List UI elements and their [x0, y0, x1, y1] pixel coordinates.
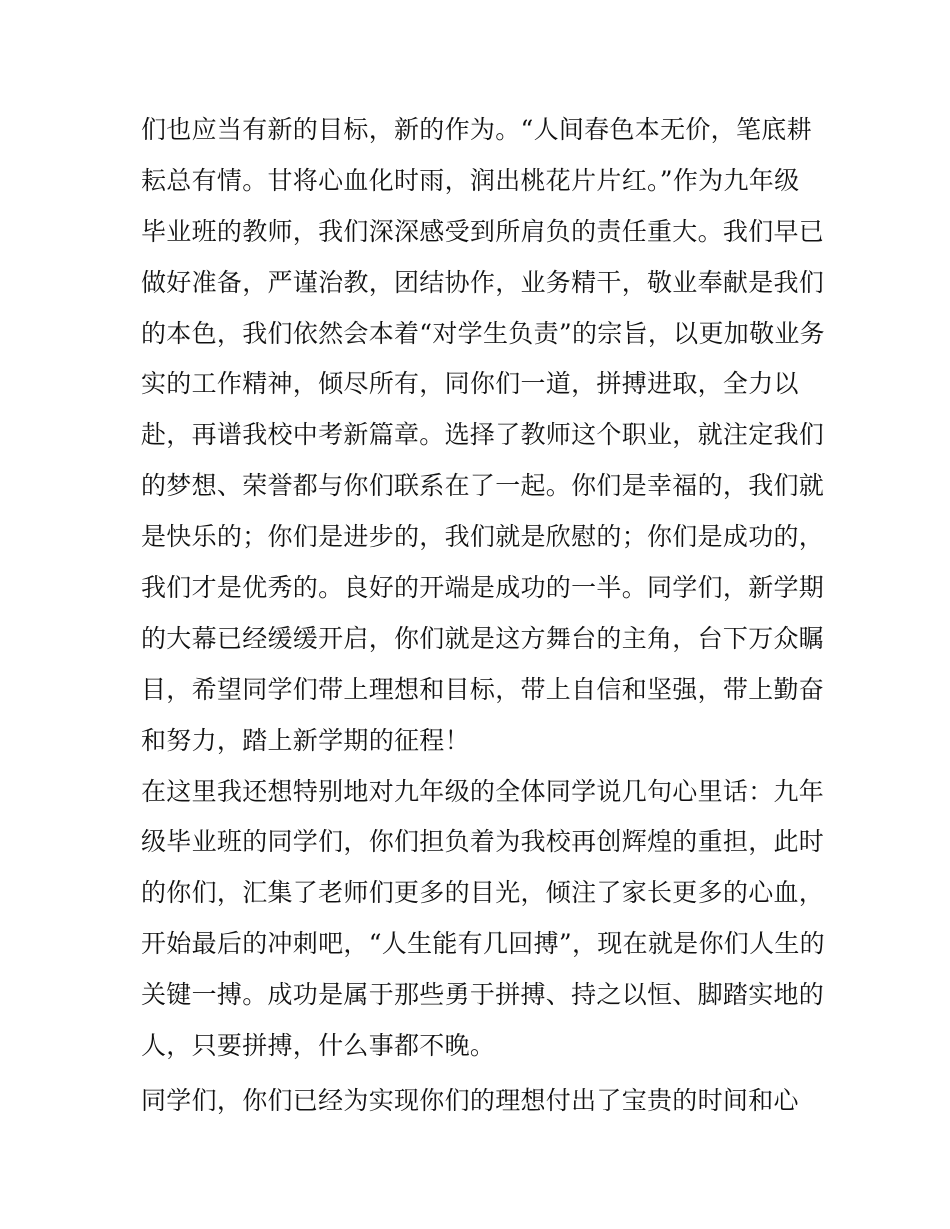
text-line: 耘总有情。甘将心血化时雨，润出桃花片片红。”作为九年级 — [141, 165, 800, 195]
text-line: 目，希望同学们带上理想和目标，带上自信和坚强，带上勤奋 — [141, 674, 825, 704]
text-line: 的大幕已经缓缓开启，你们就是这方舞台的主角，台下万众瞩 — [141, 623, 825, 653]
text-line: 们也应当有新的目标，新的作为。“人间春色本无价，笔底耕 — [141, 115, 812, 144]
text-line: 级毕业班的同学们，你们担负着为我校再创辉煌的重担，此时 — [141, 827, 825, 857]
text-line: 在这里我还想特别地对九年级的全体同学说几句心里话：九年 — [141, 776, 825, 806]
text-line: 的本色，我们依然会本着“对学生负责”的宗旨，以更加敬业务 — [141, 318, 825, 348]
paragraph-2 — [141, 773, 825, 1078]
text-line: 和努力，踏上新学期的征程！ — [141, 725, 470, 755]
document-body — [141, 111, 825, 1133]
text-line: 我们才是优秀的。良好的开端是成功的一半。同学们，新学期 — [141, 573, 825, 603]
text-line: 关键一搏。成功是属于那些勇于拼搏、持之以恒、脚踏实地的 — [141, 980, 825, 1010]
paragraph-1 — [141, 111, 825, 773]
text-line: 赴，再谱我校中考新篇章。选择了教师这个职业，就注定我们 — [141, 420, 825, 450]
paragraph-3 — [141, 1082, 821, 1133]
text-line: 开始最后的冲刺吧，“人生能有几回搏”，现在就是你们人生的 — [141, 929, 825, 959]
text-line: 人，只要拼搏，什么事都不晚。 — [141, 1031, 496, 1061]
text-line: 实的工作精神，倾尽所有，同你们一道，拼搏进取，全力以 — [141, 369, 799, 399]
text-line: 毕业班的教师，我们深深感受到所肩负的责任重大。我们早已 — [141, 216, 825, 246]
text-line: 是快乐的；你们是进步的，我们就是欣慰的；你们是成功的， — [141, 522, 825, 552]
text-line: 的你们，汇集了老师们更多的目光，倾注了家长更多的心血， — [141, 878, 825, 908]
text-line: 做好准备，严谨治教，团结协作，业务精干，敬业奉献是我们 — [141, 267, 825, 297]
text-line: 同学们，你们已经为实现你们的理想付出了宝贵的时间和心 — [141, 1085, 799, 1115]
text-line: 的梦想、荣誉都与你们联系在了一起。你们是幸福的，我们就 — [141, 471, 825, 501]
